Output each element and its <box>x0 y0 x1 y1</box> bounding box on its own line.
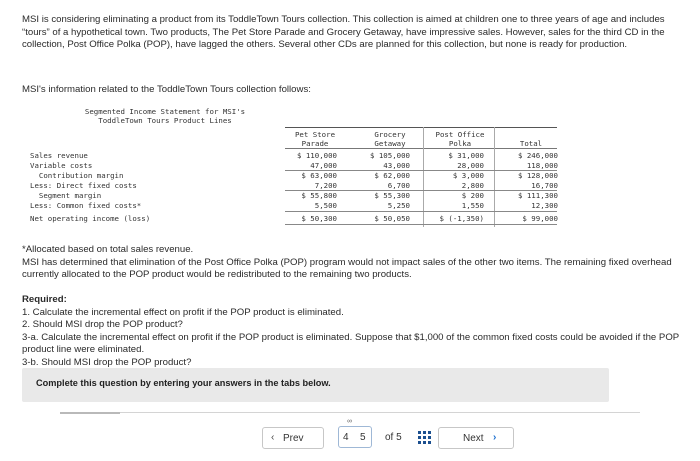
required-heading: Required: <box>22 294 67 305</box>
cell-post-office-variable: 28,000 <box>457 161 484 170</box>
col-header-total: Total <box>519 139 543 148</box>
page-4-link[interactable]: 4 <box>343 432 349 443</box>
cell-grocery-net: $ 50,050 <box>374 214 410 223</box>
current-page-number: 5 <box>360 432 366 443</box>
column-separator <box>494 127 495 227</box>
cell-total-segment: $ 111,300 <box>517 191 558 200</box>
required-item-2: 2. Should MSI drop the POP product? <box>22 319 183 330</box>
required-item-3b: 3-b. Should MSI drop the POP product? <box>22 356 192 368</box>
cell-post-office-cm: $ 3,000 <box>452 171 484 180</box>
cell-pet-store-net: $ 50,300 <box>301 214 337 223</box>
total-rule <box>285 224 557 225</box>
row-label-net-operating-income: Net operating income (loss) <box>30 214 151 223</box>
cell-grocery-direct: 6,700 <box>387 181 410 190</box>
cell-grocery-segment: $ 55,300 <box>374 191 410 200</box>
row-label-segment-margin: Segment margin <box>30 191 102 200</box>
statement-title: Segmented Income Statement for MSI's <box>84 107 246 116</box>
subtotal-rule <box>285 190 557 191</box>
info-line: MSI's information related to the ToddleTown Tours collection follows: <box>22 84 311 95</box>
divider-accent <box>60 412 120 414</box>
cell-pet-store-cm: $ 63,000 <box>301 171 337 180</box>
section-divider <box>60 412 640 413</box>
chevron-right-icon: › <box>493 432 497 443</box>
cell-total-sales: $ 246,000 <box>517 151 558 160</box>
row-label-common-fixed-costs: Less: Common fixed costs* <box>30 201 142 210</box>
cell-total-direct: 16,700 <box>531 181 558 190</box>
cell-post-office-direct: 2,800 <box>461 181 484 190</box>
statement-subtitle: ToddleTown Tours Product Lines <box>98 116 232 125</box>
cell-grocery-variable: 43,000 <box>383 161 410 170</box>
cell-post-office-common: 1,550 <box>461 201 484 210</box>
income-statement <box>30 107 570 233</box>
instructions-banner <box>22 368 609 402</box>
cell-grocery-sales: $ 105,000 <box>369 151 410 160</box>
col-header-post-office-1: Post Office <box>435 130 485 139</box>
row-label-variable-costs: Variable costs <box>30 161 93 170</box>
table-top-rule <box>285 127 557 128</box>
cell-post-office-sales: $ 31,000 <box>448 151 484 160</box>
footnote-pop-elimination: MSI has determined that elimination of the Post Office Polka (POP) program would not impact sales of the other two items. The remaining fixed overhead currently allocated to the POP product would be redistributed to the remaining two products. <box>22 256 672 280</box>
col-header-pet-store-2: Parade <box>301 139 329 148</box>
cell-total-cm: $ 128,000 <box>517 171 558 180</box>
prev-button[interactable] <box>262 427 324 449</box>
next-button[interactable] <box>438 427 514 449</box>
cell-post-office-net: $ (-1,350) <box>439 214 484 223</box>
subtotal-rule <box>285 211 557 212</box>
required-item-1: 1. Calculate the incremental effect on profit if the POP product is eliminated. <box>22 306 344 318</box>
col-header-grocery-2: Getaway <box>374 139 406 148</box>
required-item-3a: 3-a. Calculate the incremental effect on profit if the POP product is eliminated. Suppose that $1,000 of the common fixed costs could be avoided if the POP product line were eliminated. <box>22 331 680 355</box>
prev-label: Prev <box>283 433 304 444</box>
row-label-sales-revenue: Sales revenue <box>30 151 88 160</box>
cell-pet-store-sales: $ 110,000 <box>296 151 337 160</box>
required-section <box>22 294 682 369</box>
cell-pet-store-common: 5,500 <box>314 201 337 210</box>
page-total: of 5 <box>385 432 402 443</box>
subtotal-rule <box>285 170 557 171</box>
cell-total-net: $ 99,000 <box>522 214 558 223</box>
next-label: Next <box>463 433 484 444</box>
cell-pet-store-direct: 7,200 <box>314 181 337 190</box>
chevron-left-icon: ‹ <box>271 432 275 443</box>
cell-pet-store-variable: 47,000 <box>310 161 337 170</box>
row-label-contribution-margin: Contribution margin <box>30 171 124 180</box>
footnotes <box>22 244 682 282</box>
link-icon: ∞ <box>347 418 352 425</box>
footnote-allocation: *Allocated based on total sales revenue. <box>22 244 194 255</box>
col-header-pet-store-1: Pet Store <box>294 130 336 139</box>
instructions-text: Complete this question by entering your answers in the tabs below. <box>36 378 331 388</box>
cell-total-common: 12,300 <box>531 201 558 210</box>
cell-pet-store-segment: $ 55,800 <box>301 191 337 200</box>
col-header-grocery-1: Grocery <box>374 130 406 139</box>
cell-post-office-segment: $ 200 <box>461 191 484 200</box>
row-label-direct-fixed-costs: Less: Direct fixed costs <box>30 181 137 190</box>
cell-grocery-cm: $ 62,000 <box>374 171 410 180</box>
intro-paragraph: MSI is considering eliminating a product from its ToddleTown Tours collection. This collection is aimed at children one to three years of age and includes “tours” of a hypothetical town. Two products, The Pet Store Parade and Grocery Getaway, have impressive sales. However, sales for the third CD in the collection, Post Office Polka (POP), have lagged the others. Several other CDs are planned for this collection, but none is ready for production. <box>22 14 665 50</box>
cell-grocery-common: 5,250 <box>387 201 410 210</box>
grid-icon[interactable] <box>418 431 432 444</box>
cell-total-variable: 118,000 <box>526 161 558 170</box>
header-rule <box>285 148 557 149</box>
col-header-post-office-2: Polka <box>448 139 472 148</box>
